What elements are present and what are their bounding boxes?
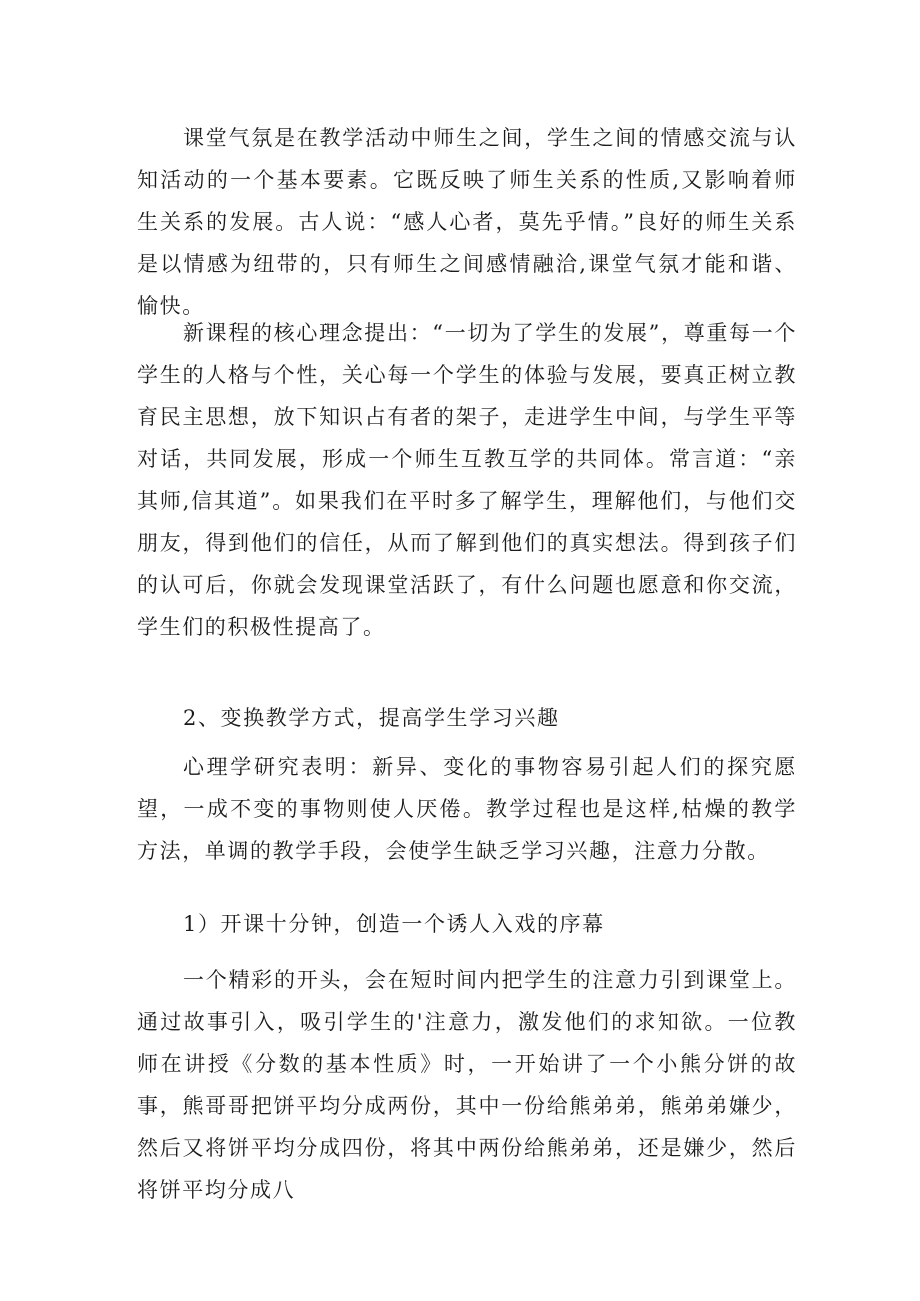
paragraph-exciting-opening: 一个精彩的开头，会在短时间内把学生的注意力引到课堂上。通过故事引入，吸引学生的'注意力，激发他们的求知欲。一位教师在讲授《分数的基本性质》时，一开始讲了一个小熊分饼的故事，熊哥哥把饼平均分成两份，其中一份给熊弟弟，熊弟弟嫌少，然后又将饼平均分成四份，将其中两份给熊弟弟，还是嫌少，然后将饼平均分成八 — [137, 968, 797, 1202]
paragraph-classroom-atmosphere: 课堂气氛是在教学活动中师生之间，学生之间的情感交流与认知活动的一个基本要素。它既反映了师生关系的性质,又影响着师生关系的发展。古人说：“感人心者，莫先乎情。”良好的师生关系是以情感为纽带的，只有师生之间感情融洽,课堂气氛才能和谐、愉快。 — [137, 126, 797, 318]
paragraph-psychology-research: 心理学研究表明：新异、变化的事物容易引起人们的探究愿望，一成不变的事物则使人厌倦。教学过程也是这样,枯燥的教学方法，单调的教学手段，会使学生缺乏学习兴趣，注意力分散。 — [137, 755, 797, 863]
paragraph-new-curriculum: 新课程的核心理念提出：“一切为了学生的发展”，尊重每一个学生的人格与个性，关心每一个学生的体验与发展，要真正树立教育民主思想，放下知识占有者的架子，走进学生中间，与学生平等对话，共同发展，形成一个师生互教互学的共同体。常言道：“亲其师,信其道”。如果我们在平时多了解学生，理解他们，与他们交朋友，得到他们的信任，从而了解到他们的真实想法。得到孩子们的认可后，你就会发现课堂活跃了，有什么问题也愿意和你交流，学生们的积极性提高了。 — [137, 321, 797, 639]
heading-first-ten-minutes: 1）开课十分钟，创造一个诱人入戏的序幕 — [183, 912, 605, 936]
heading-change-teaching-methods: 2、变换教学方式，提高学生学习兴趣 — [183, 706, 560, 730]
